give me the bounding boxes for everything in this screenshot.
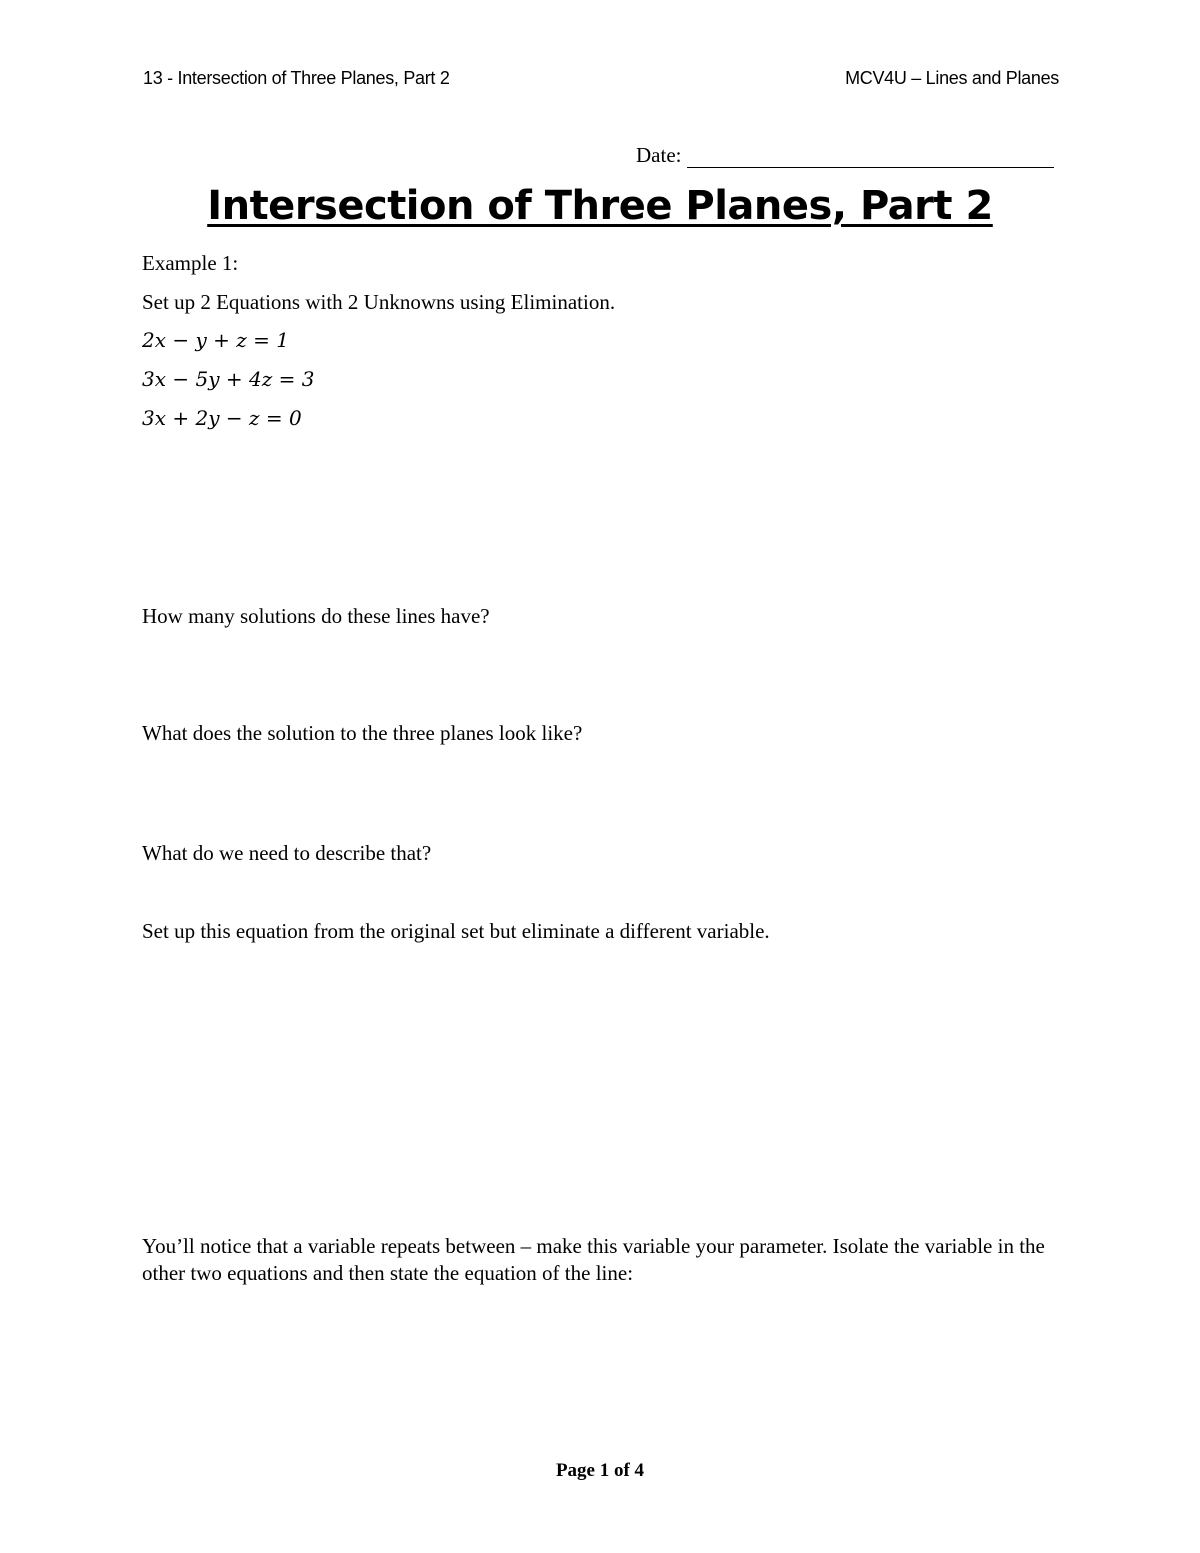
date-label: Date: — [636, 143, 682, 167]
example-instruction: Set up 2 Equations with 2 Unknowns using Elimination. — [142, 290, 616, 314]
page-title: Intersection of Three Planes, Part 2 — [207, 183, 993, 229]
question-2: What does the solution to the three planes look like? — [142, 721, 583, 745]
date-field — [636, 143, 1054, 168]
question-4: Set up this equation from the original set but eliminate a different variable. — [142, 919, 770, 943]
date-blank-line — [687, 150, 1054, 168]
equation-1: 2x − y + z = 1 — [142, 328, 289, 352]
header-right: MCV4U – Lines and Planes — [845, 68, 1059, 88]
question-3: What do we need to describe that? — [142, 841, 432, 865]
example-label: Example 1: — [142, 251, 239, 275]
page-number: Page 1 of 4 — [555, 1460, 645, 1481]
parameter-note: You’ll notice that a variable repeats between – make this variable your parameter. Isolate the variable in the other two equations and then state the equation of the line: — [142, 1234, 1045, 1285]
header-left: 13 - Intersection of Three Planes, Part 2 — [143, 68, 450, 88]
question-1: How many solutions do these lines have? — [142, 604, 490, 628]
equation-2: 3x − 5y + 4z = 3 — [142, 367, 315, 391]
equation-3: 3x + 2y − z = 0 — [142, 406, 302, 430]
